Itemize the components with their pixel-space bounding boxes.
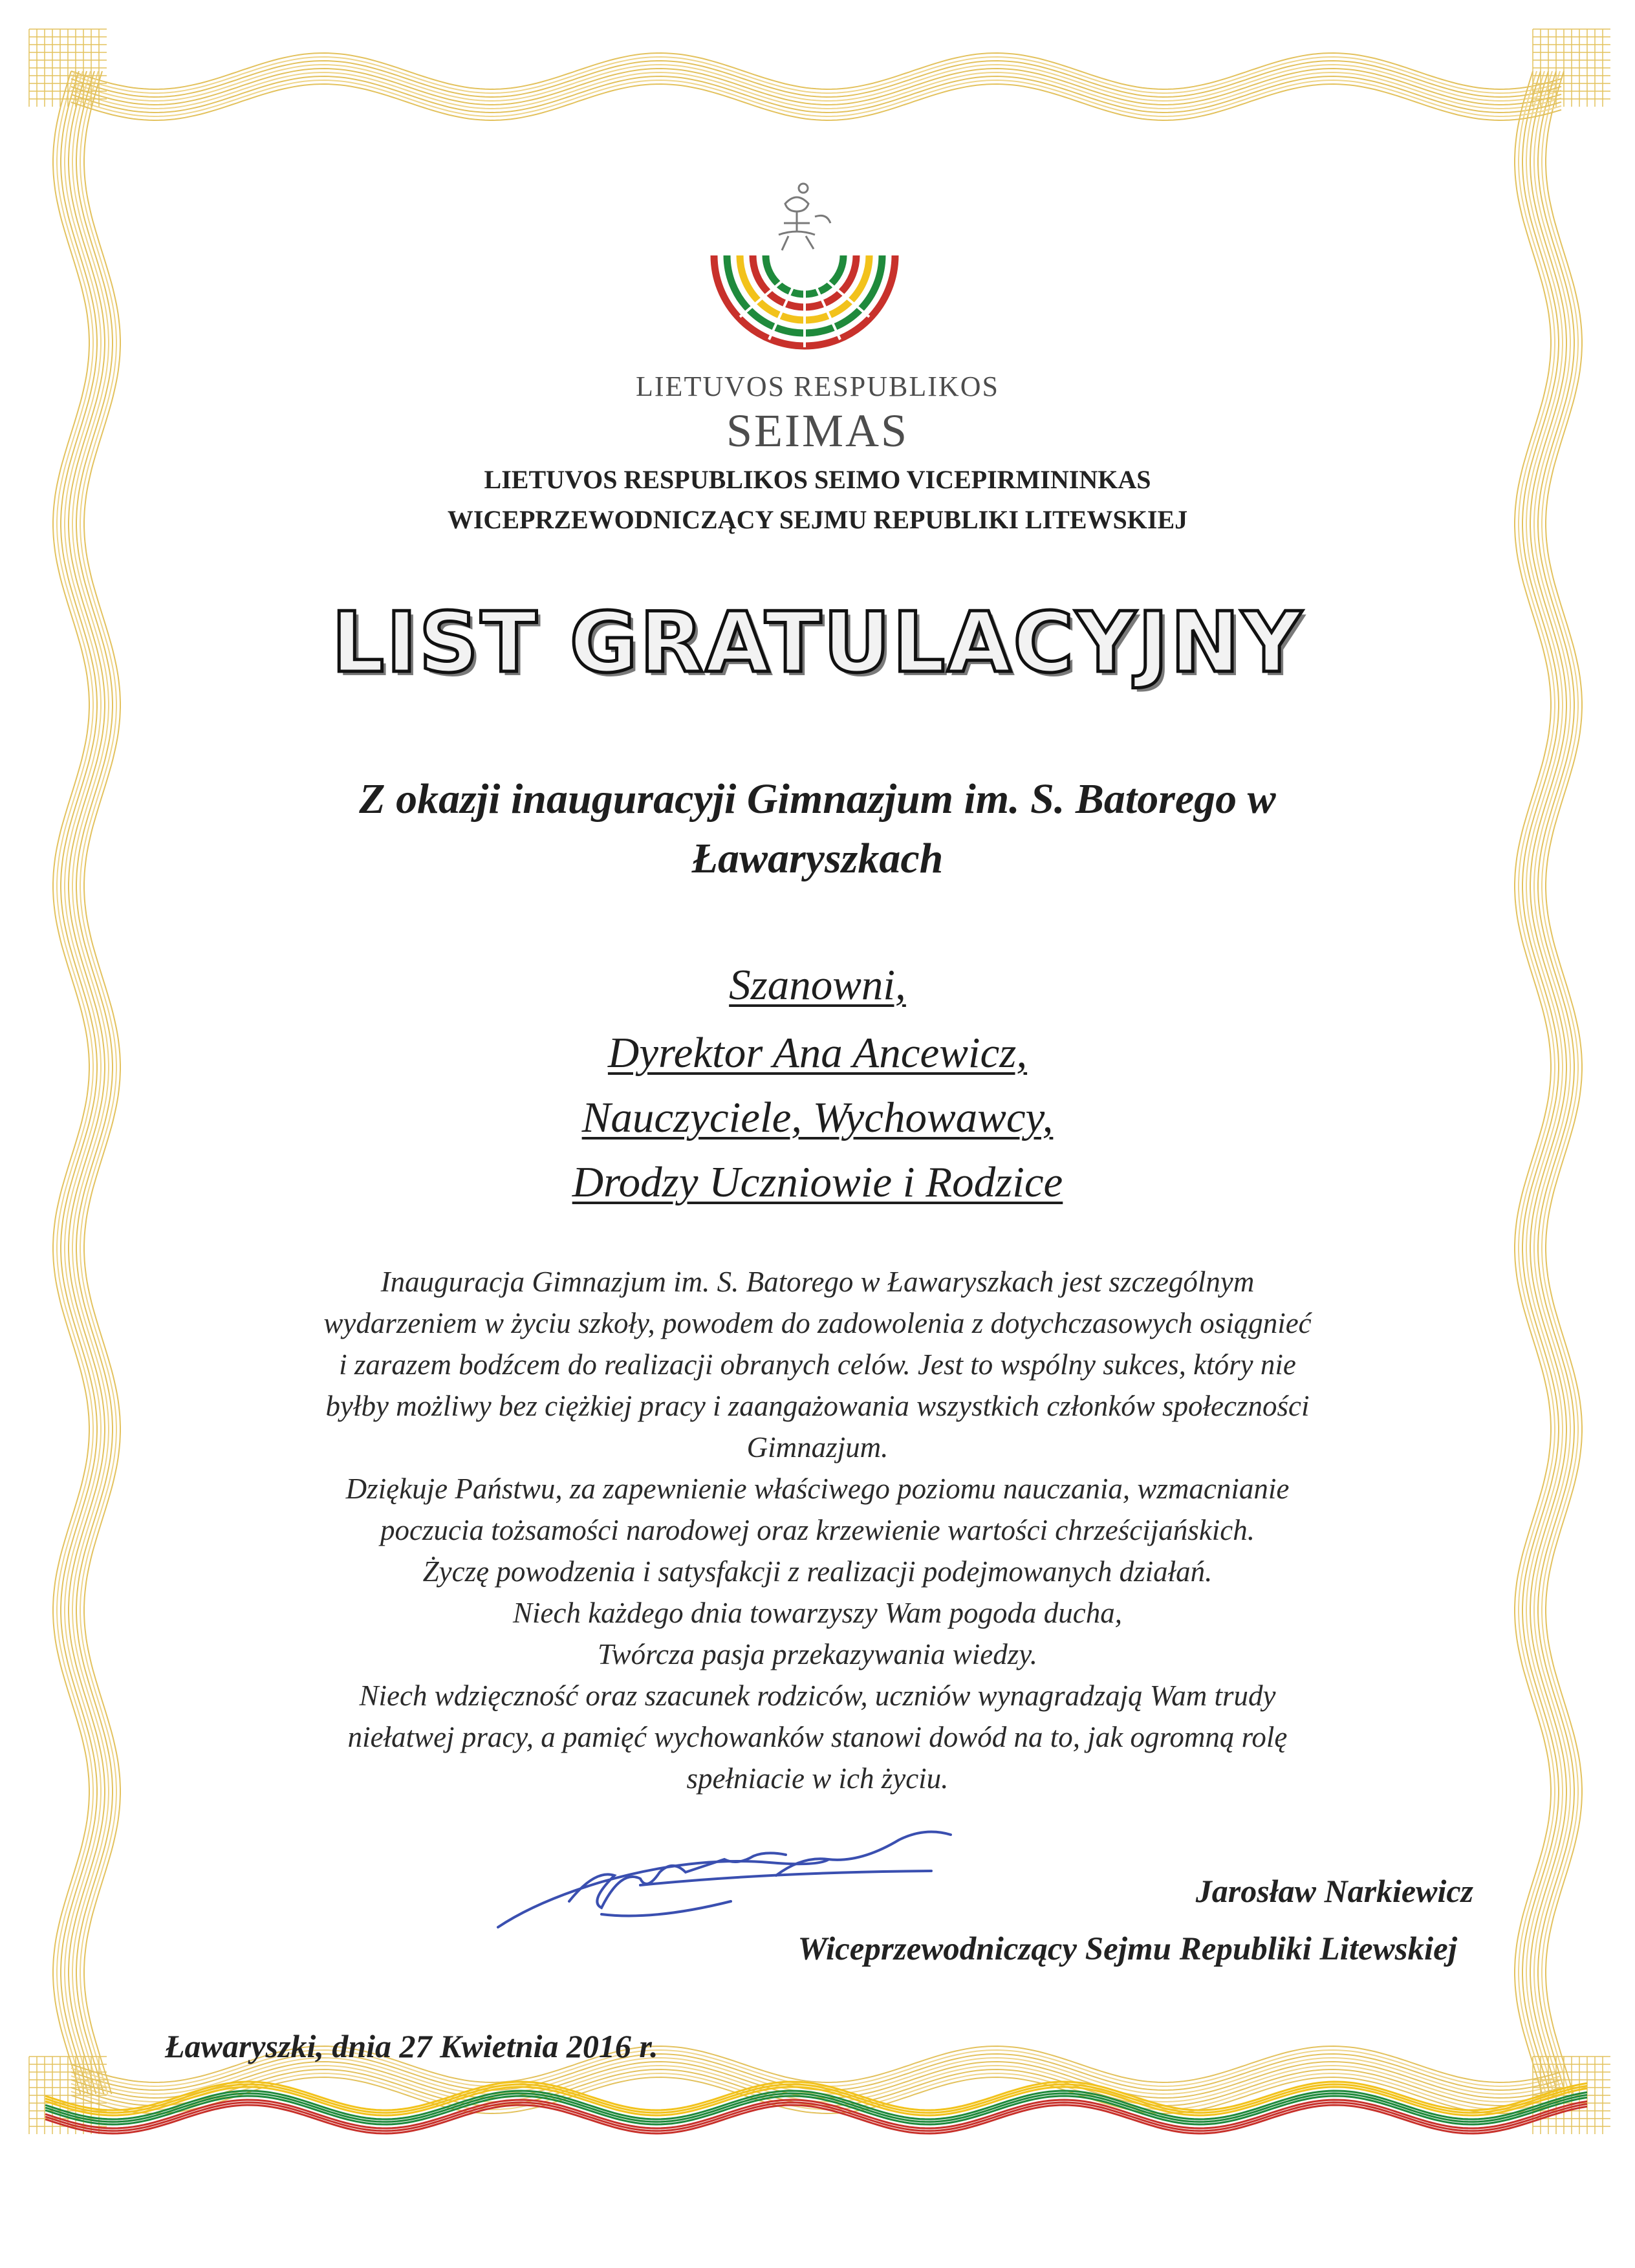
- body-line: Życzę powodzenia i satysfakcji z realizacji podejmowanych działań.: [422, 1555, 1213, 1588]
- greeting-line: Nauczyciele, Wychowawcy,: [581, 1094, 1054, 1141]
- body-line: Inauguracja Gimnazjum im. S. Batorego w Ławaryszkach jest szczególnym: [380, 1266, 1255, 1298]
- place-and-date: Ławaryszki, dnia 27 Kwietnia 2016 r.: [165, 2028, 658, 2064]
- body-line: poczucia tożsamości narodowej oraz krzewienie wartości chrześcijańskich.: [380, 1514, 1255, 1546]
- body-line: wydarzeniem w życiu szkoły, powodem do zadowolenia z dotychczasowych osiągnieć: [323, 1307, 1312, 1339]
- institution-line-big: SEIMAS: [726, 405, 909, 457]
- body-line: byłby możliwy bez ciężkiej pracy i zaangażowania wszystkich członków społeczności: [325, 1390, 1310, 1422]
- letter-body: [162, 1261, 1473, 1799]
- greeting-line: Drodzy Uczniowie i Rodzice: [572, 1158, 1063, 1206]
- greeting-line: Szanowni,: [729, 961, 906, 1009]
- body-line: Twórcza pasja przekazywania wiedzy.: [597, 1638, 1037, 1670]
- body-line: i zarazem bodźcem do realizacji obranych celów. Jest to wspólny sukces, który nie: [339, 1348, 1296, 1381]
- body-line: spełniacie w ich życiu.: [686, 1762, 949, 1795]
- office-title-pl: WICEPRZEWODNICZĄCY SEJMU REPUBLIKI LITEWSKIEJ: [447, 505, 1188, 534]
- greeting-line: Dyrektor Ana Ancewicz,: [607, 1029, 1028, 1077]
- signatory-role: Wiceprzewodniczący Sejmu Republiki Litewskiej: [797, 1931, 1457, 1967]
- seimas-emblem-icon: [688, 178, 921, 365]
- document-title: LIST GRATULACYJNY: [331, 595, 1304, 691]
- body-line: Niech każdego dnia towarzyszy Wam pogoda ducha,: [512, 1597, 1122, 1629]
- body-line: niełatwej pracy, a pamięć wychowanków stanowi dowód na to, jak ogromną rolę: [347, 1721, 1288, 1753]
- subtitle-line-2: Ławaryszkach: [691, 835, 944, 882]
- tricolor-bottom-band: [45, 2082, 1587, 2133]
- signatory-name: Jarosław Narkiewicz: [1195, 1873, 1473, 1909]
- institution-line-small: LIETUVOS RESPUBLIKOS: [636, 371, 999, 402]
- office-title-lt: LIETUVOS RESPUBLIKOS SEIMO VICEPIRMININKAS: [484, 465, 1151, 494]
- body-line: Gimnazjum.: [746, 1431, 889, 1463]
- handwritten-signature-icon: [485, 1824, 1087, 1947]
- body-line: Dziękuje Państwu, za zapewnienie właściwego poziomu nauczania, wzmacnianie: [345, 1473, 1290, 1505]
- body-line: Niech wdzięczność oraz szacunek rodziców, uczniów wynagradzają Wam trudy: [359, 1679, 1276, 1712]
- subtitle-line-1: Z okazji inauguracyji Gimnazjum im. S. Batorego w: [359, 775, 1276, 823]
